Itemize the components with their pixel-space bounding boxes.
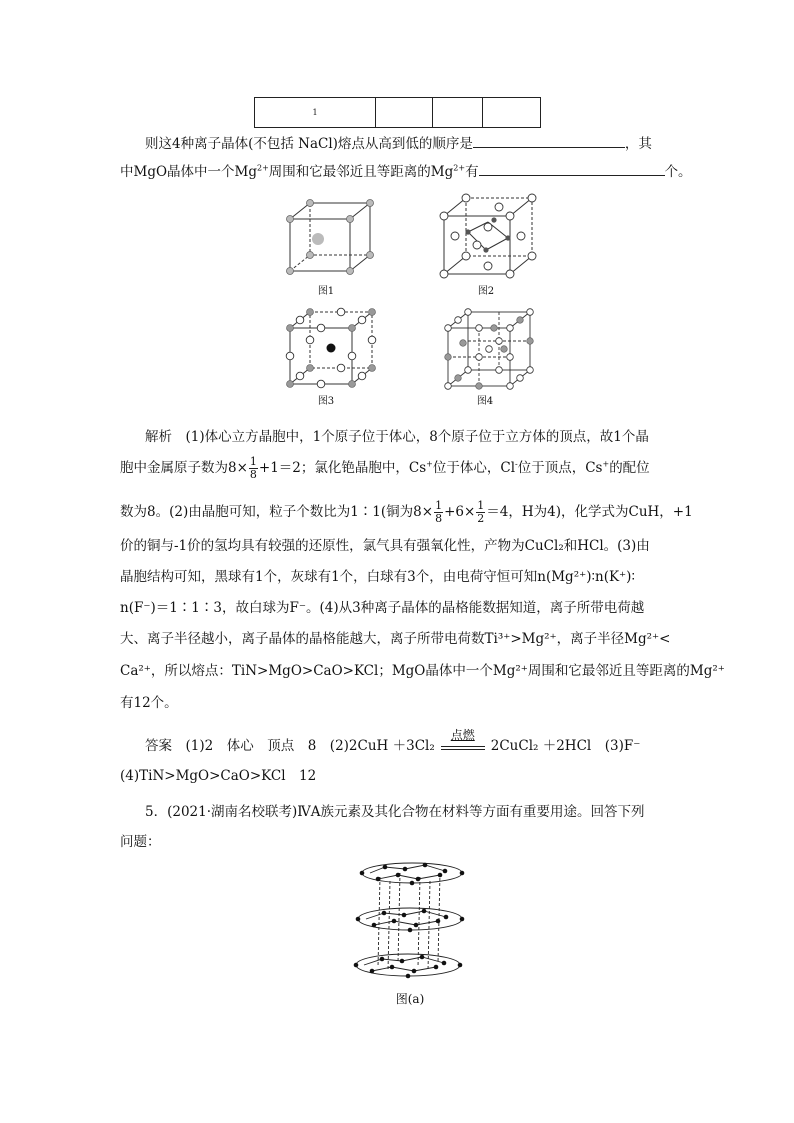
question-line-2 <box>120 160 692 184</box>
solution-text: 位于顶点，Cs <box>517 460 603 476</box>
data-table <box>254 97 541 128</box>
solution-line-9: 有12个。 <box>120 695 178 711</box>
question-text: 周围和它最邻近且等距离的Mg <box>268 164 454 180</box>
question-text: 则这4种离子晶体(不包括 NaCl)熔点从高到低的顺序是 <box>145 136 473 152</box>
solution-text: +6× <box>444 504 476 520</box>
answer-line-2: (4)TiN>MgO>CaO>KCl 12 <box>120 768 317 784</box>
solution-text: 胞中金属原子数为8× <box>120 460 248 476</box>
answer-blank[interactable] <box>479 161 665 176</box>
figure-1-crystal <box>282 195 382 280</box>
reaction-condition: 点燃 <box>450 728 475 742</box>
answer-blank[interactable] <box>473 133 625 148</box>
superscript: 2+ <box>453 163 466 173</box>
fraction <box>249 456 258 481</box>
solution-line-2 <box>120 456 674 481</box>
solution-text: (1)体心立方晶胞中，1个原子位于体心，8个原子位于立方体的顶点，故1个晶 <box>185 429 649 445</box>
figure-a-caption: 图(a) <box>395 992 425 1006</box>
solution-line-7: 大、离子半径越小，离子晶体的晶格能越大，离子所带电荷数Ti³⁺>Mg²⁺，离子半径Mg²⁺< <box>120 631 671 647</box>
fraction-denominator: 2 <box>477 512 485 525</box>
figure-2-crystal <box>438 192 538 282</box>
question-text: ，其 <box>624 136 652 152</box>
fraction-denominator: 8 <box>249 468 257 481</box>
answer-label: 答案 <box>145 738 172 754</box>
answer-text: 2CuCl₂ ＋2HCl (3)F⁻ <box>490 738 641 754</box>
solution-line-5: 晶胞结构可知，黑球有1个，灰球有1个，白球有3个，由电荷守恒可知n(Mg²⁺)∶n(K⁺)∶ <box>120 569 635 585</box>
superscript: + <box>602 459 610 469</box>
solution-line-8: Ca²⁺，所以熔点：TiN>MgO>CaO>KCl；MgO晶体中一个Mg²⁺周围和它最邻近且等距离的Mg²⁺ <box>120 663 725 679</box>
solution-text: 数为8。(2)由晶胞可知，粒子个数比为1∶1(铜为8× <box>120 504 434 520</box>
answer-line-1 <box>145 728 674 758</box>
reaction-arrow <box>441 728 485 750</box>
solution-text: 位于体心，Cl <box>432 460 516 476</box>
solution-line-3 <box>120 499 693 525</box>
solution-line-1 <box>145 425 674 449</box>
fraction <box>476 500 485 525</box>
question-5-line-1: 5．(2021·湖南名校联考)ⅣA族元素及其化合物在材料等方面有重要用途。回答下列 <box>145 804 645 820</box>
table-cell <box>433 98 483 128</box>
solution-line-6: n(F⁻)＝1∶1∶3，故白球为F⁻。(4)从3种离子晶体的晶格能数据知道，离子所带电荷越 <box>120 600 645 616</box>
figure-3-caption: 图3 <box>317 396 335 407</box>
solution-line-4: 价的铜与-1价的氢均具有较强的还原性，氯气具有强氧化性，产物为CuCl₂和HCl。(3)由 <box>120 538 650 554</box>
figure-3-crystal <box>284 306 384 392</box>
solution-text: ＝4，H为4)，化学式为CuH，+1 <box>486 504 693 520</box>
solution-text: 的配位 <box>609 460 650 476</box>
figure-4-caption: 图4 <box>476 396 494 407</box>
table-cell: 1 <box>255 98 376 128</box>
table-cell <box>376 98 433 128</box>
figure-2-caption: 图2 <box>477 286 495 297</box>
fraction-numerator: 1 <box>435 499 443 512</box>
question-text: 中MgO晶体中一个Mg <box>120 164 257 180</box>
figure-1-caption: 图1 <box>317 286 335 297</box>
solution-text: +1＝2；氯化铯晶胞中，Cs <box>258 460 427 476</box>
superscript: 2+ <box>257 163 269 173</box>
question-5-line-2: 问题： <box>120 834 161 850</box>
solution-label: 解析 <box>145 429 172 445</box>
figure-4-crystal <box>442 306 538 392</box>
fraction-numerator: 1 <box>249 455 257 468</box>
fraction-numerator: 1 <box>477 499 485 512</box>
table-cell <box>483 98 541 128</box>
figure-a-graphite <box>350 855 470 990</box>
superscript: - <box>515 459 518 469</box>
answer-text: (1)2 体心 顶点 8 (2)2CuH ＋3Cl₂ <box>185 738 435 754</box>
superscript: + <box>426 459 433 469</box>
fraction <box>434 500 443 525</box>
question-line-1 <box>145 132 674 156</box>
question-text: 个。 <box>664 164 692 180</box>
fraction-denominator: 8 <box>435 512 443 525</box>
question-text: 有 <box>465 164 479 180</box>
